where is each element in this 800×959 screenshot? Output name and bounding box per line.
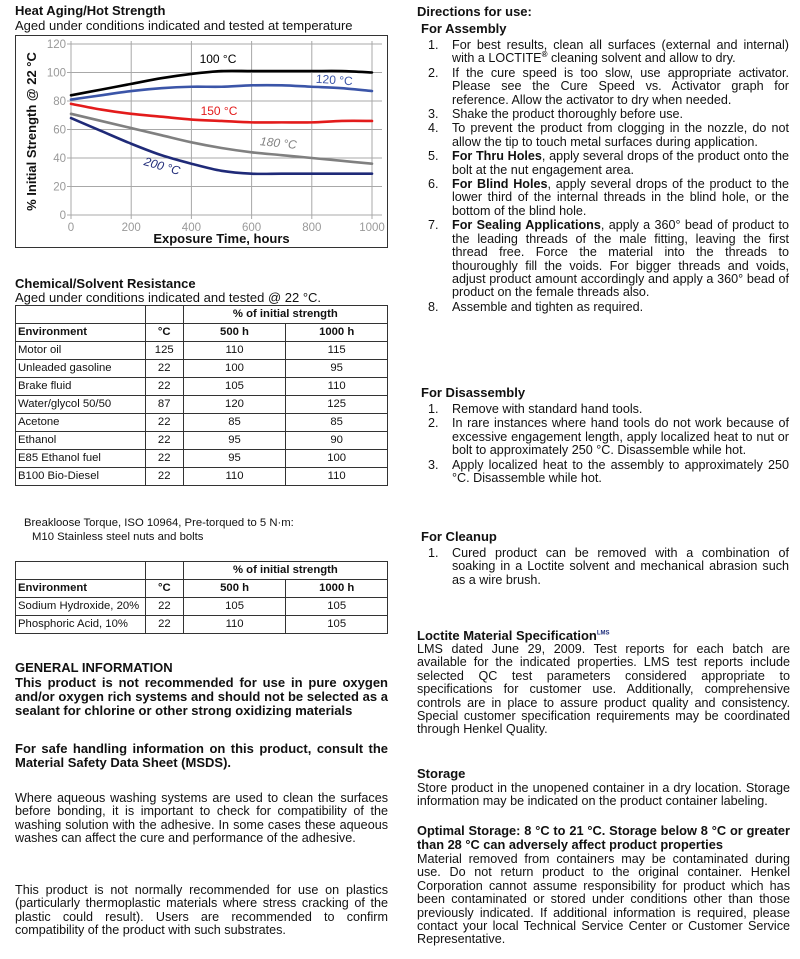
- env-cell: Motor oil: [16, 342, 146, 360]
- step-text: Assemble and tighten as required.: [452, 299, 644, 314]
- breakloose-table: [15, 561, 388, 634]
- value-500h-cell: 100: [183, 360, 286, 378]
- table-row: [16, 396, 388, 414]
- temp-cell: 87: [145, 396, 183, 414]
- step-text: In rare instances where hand tools do not work because of excessive engagement length, apply localized heat to nut or bolt to approximately 250 °C. Disassemble while hot.: [452, 416, 789, 458]
- table-row: [16, 378, 388, 396]
- series-label: 180 °C: [259, 134, 298, 152]
- step-number: 8.: [428, 299, 439, 314]
- lms-superscript: LMS: [596, 630, 610, 637]
- temp-cell: 22: [145, 468, 183, 486]
- y-tick-label: 40: [53, 153, 66, 165]
- series-line-200c: [71, 118, 372, 174]
- temp-cell: 22: [145, 616, 183, 634]
- env-cell: B100 Bio-Diesel: [16, 468, 146, 486]
- step-text: Remove with standard hand tools.: [452, 402, 643, 416]
- value-1000h-cell: 85: [286, 414, 388, 432]
- y-tick-label: 60: [53, 124, 66, 137]
- table-header-row: [16, 580, 388, 598]
- chemical-subtitle: Aged under conditions indicated and tested @ 22 °C.: [15, 290, 322, 305]
- col-header-500h: 500 h: [183, 324, 286, 342]
- x-tick-label: 200: [121, 222, 141, 234]
- col-header-500h: 500 h: [183, 580, 286, 598]
- table-group-header-row: [16, 562, 388, 580]
- temp-cell: 22: [145, 360, 183, 378]
- env-cell: Sodium Hydroxide, 20%: [16, 598, 146, 616]
- list-item: [416, 301, 789, 314]
- table-row: [16, 450, 388, 468]
- step-text: Shake the product thoroughly before use.: [452, 107, 684, 122]
- storage-paragraph-1: Store product in the unopened container in a dry location. Storage information may be indicated on the product container labeling.: [417, 781, 790, 809]
- x-tick-label: 0: [67, 222, 75, 234]
- list-item: [416, 178, 789, 218]
- env-cell: Phosphoric Acid, 10%: [16, 616, 146, 634]
- series-label: 150 °C: [200, 104, 238, 118]
- value-500h-cell: 85: [183, 414, 286, 432]
- directions-title: Directions for use:: [417, 4, 532, 19]
- col-header-1000h: 1000 h: [286, 580, 388, 598]
- assembly-title: For Assembly: [421, 21, 507, 36]
- value-1000h-cell: 105: [286, 616, 388, 634]
- step-text: To prevent the product from clogging in the nozzle, do not allow the tip to touch metal surfaces during application.: [452, 121, 789, 149]
- x-axis-title: Exposure Time, hours: [153, 231, 290, 246]
- temp-cell: 22: [145, 450, 183, 468]
- list-item: [416, 108, 789, 121]
- value-1000h-cell: 125: [286, 396, 388, 414]
- step-text: Apply localized heat to the assembly to approximately 250 °C. Disassemble while hot.: [452, 457, 789, 486]
- value-500h-cell: 110: [183, 468, 286, 486]
- value-500h-cell: 105: [183, 378, 286, 396]
- env-cell: Acetone: [16, 414, 146, 432]
- env-cell: Ethanol: [16, 432, 146, 450]
- list-item: [416, 122, 789, 149]
- step-lead: For Thru Holes: [452, 149, 542, 164]
- list-item: [416, 150, 789, 177]
- list-item: [416, 39, 789, 66]
- step-lead: For Sealing Applications: [452, 218, 601, 233]
- step-lead: For Blind Holes: [452, 177, 548, 192]
- step-number: 7.: [428, 218, 439, 233]
- x-tick-label: 600: [242, 222, 262, 234]
- chemical-resistance-table: [15, 305, 388, 486]
- value-500h-cell: 110: [183, 342, 286, 360]
- col-header-environment: Environment: [16, 580, 146, 598]
- lms-title-text: Loctite Material Specification: [417, 628, 597, 643]
- table-row: [16, 468, 388, 486]
- table-row: [16, 616, 388, 634]
- value-1000h-cell: 110: [286, 468, 388, 486]
- step-number: 5.: [428, 149, 439, 164]
- y-tick-label: 80: [53, 96, 66, 108]
- disassembly-title: For Disassembly: [421, 385, 526, 400]
- value-500h-cell: 105: [183, 598, 286, 616]
- aqueous-washing-paragraph: Where aqueous washing systems are used to clean the surfaces before bonding, it is important to check for compatibility of the washing solution with the adhesive. In some cases these aqueous washes can affect the cure and performance of the adhesive.: [15, 791, 388, 846]
- storage-title: Storage: [417, 766, 466, 781]
- table-row: [16, 342, 388, 360]
- step-number: 1.: [428, 402, 439, 416]
- env-cell: Unleaded gasoline: [16, 360, 146, 378]
- plastics-paragraph: This product is not normally recommended for use on plastics (particularly thermoplastic materials where stress cracking of the plastic could result). Users are recommended to confirm compatibility of the product with such substrates.: [15, 883, 388, 938]
- y-tick-label: 120: [46, 39, 66, 51]
- line-chart: [16, 36, 389, 249]
- step-text: For best results, clean all surfaces (external and internal) with a LOCTITE: [452, 38, 789, 66]
- list-item: [416, 459, 789, 486]
- step-text: If the cure speed is too slow, use appropriate activator. Please see the Cure Speed vs. Activator graph for reference. Allow the activator to dry when needed.: [452, 65, 789, 107]
- chemical-title: Chemical/Solvent Resistance: [15, 276, 196, 291]
- list-item: [416, 547, 789, 587]
- step-text: , apply several drops of the product onto the bolt at the nut engagement area.: [452, 149, 790, 177]
- temp-cell: 125: [145, 342, 183, 360]
- storage-paragraph-2: Material removed from containers may be contaminated during use. Do not return product to the original container. Henkel Corporation cannot assume responsibility for product which has been contaminated or stored under conditions other than those previously indicated. If additional information is required, please contact your local Technical Service Center or Customer Service Representative.: [417, 852, 790, 947]
- col-header-temp: °C: [145, 580, 183, 598]
- msds-notice: For safe handling information on this product, consult the Material Safety Data Sheet (MSDS).: [15, 741, 388, 771]
- env-cell: Brake fluid: [16, 378, 146, 396]
- cleanup-steps-list: [416, 547, 789, 588]
- table-row: [16, 598, 388, 616]
- group-header: % of initial strength: [183, 306, 387, 324]
- value-1000h-cell: 115: [286, 342, 388, 360]
- group-header: % of initial strength: [183, 562, 387, 580]
- heat-aging-title: Heat Aging/Hot Strength: [15, 3, 166, 18]
- temp-cell: 22: [145, 432, 183, 450]
- table-row: [16, 360, 388, 378]
- table-header-row: [16, 324, 388, 342]
- value-1000h-cell: 90: [286, 432, 388, 450]
- step-number: 1.: [428, 38, 439, 52]
- col-header-environment: Environment: [16, 324, 146, 342]
- step-number: 1.: [428, 546, 439, 560]
- y-tick-label: 100: [46, 67, 66, 80]
- oxygen-warning: This product is not recommended for use in pure oxygen and/or oxygen rich systems and should not be selected as a sealant for chlorine or other strong oxidizing materials: [15, 675, 388, 719]
- heat-aging-chart: [15, 35, 388, 248]
- list-item: [416, 219, 789, 299]
- step-text: Cured product can be removed with a combination of soaking in a Loctite solvent and mechanical abrasion such as a wire brush.: [452, 546, 789, 587]
- lms-title: [417, 629, 610, 643]
- value-1000h-cell: 105: [286, 598, 388, 616]
- table-row: [16, 432, 388, 450]
- list-item: [416, 67, 789, 107]
- env-cell: Water/glycol 50/50: [16, 396, 146, 414]
- table-row: [16, 414, 388, 432]
- step-number: 4.: [428, 121, 439, 136]
- col-header-temp: °C: [145, 324, 183, 342]
- table-group-header-row: [16, 306, 388, 324]
- heat-aging-subtitle: Aged under conditions indicated and tested at temperature: [15, 18, 353, 33]
- breakloose-line1: Breakloose Torque, ISO 10964, Pre-torqued to 5 N·m:: [24, 517, 294, 529]
- y-tick-label: 20: [53, 181, 66, 194]
- optimal-storage-notice: Optimal Storage: 8 °C to 21 °C. Storage below 8 °C or greater than 28 °C can adversely affect product properties: [417, 823, 790, 853]
- disassembly-steps-list: [416, 403, 789, 486]
- temp-cell: 22: [145, 378, 183, 396]
- general-info-title: GENERAL INFORMATION: [15, 660, 173, 675]
- cleanup-title: For Cleanup: [421, 529, 497, 544]
- breakloose-line2: M10 Stainless steel nuts and bolts: [32, 531, 204, 543]
- lms-paragraph: LMS dated June 29, 2009. Test reports for each batch are available for the indicated properties. LMS test reports include selected QC test parameters considered appropriate to specifications for customer use. Additionally, comprehensive controls are in place to assure product quality and consistency. Special customer specification requirements may be coordinated through Henkel Quality.: [417, 642, 790, 737]
- env-cell: E85 Ethanol fuel: [16, 450, 146, 468]
- value-1000h-cell: 100: [286, 450, 388, 468]
- series-label: 100 °C: [199, 52, 237, 66]
- value-500h-cell: 95: [183, 450, 286, 468]
- col-header-1000h: 1000 h: [286, 324, 388, 342]
- step-number: 6.: [428, 177, 439, 192]
- value-1000h-cell: 95: [286, 360, 388, 378]
- series-label: 200 °C: [142, 154, 182, 178]
- value-500h-cell: 110: [183, 616, 286, 634]
- x-tick-label: 400: [181, 222, 201, 234]
- x-tick-label: 1000: [359, 222, 385, 234]
- step-number: 2.: [428, 65, 439, 80]
- series-label: 120 °C: [315, 71, 354, 89]
- registered-mark: ®: [541, 50, 548, 60]
- y-axis-title: % Initial Strength @ 22 °C: [24, 52, 39, 211]
- value-500h-cell: 95: [183, 432, 286, 450]
- step-text: , apply a 360° bead of product to the leading threads of the male fitting, leaving the first thread free. Force the material into the threads to thouroughly fill the voids. For bigger threads and voids, adjust product amount accordingly and apply a 360° bead of product on the female threads also.: [452, 218, 789, 300]
- step-number: 3.: [428, 457, 439, 472]
- value-1000h-cell: 110: [286, 378, 388, 396]
- temp-cell: 22: [145, 598, 183, 616]
- value-500h-cell: 120: [183, 396, 286, 414]
- step-number: 3.: [428, 107, 439, 122]
- list-item: [416, 417, 789, 457]
- x-tick-label: 800: [302, 222, 322, 234]
- step-text: cleaning solvent and allow to dry.: [547, 51, 736, 66]
- assembly-steps-list: [416, 39, 789, 315]
- temp-cell: 22: [145, 414, 183, 432]
- step-number: 2.: [428, 416, 439, 431]
- y-tick-label: 0: [59, 210, 66, 222]
- step-text: , apply several drops of the product to the lower third of the internal threads in the blind hole, or the bottom of the blind hole.: [452, 177, 789, 218]
- list-item: [416, 403, 789, 416]
